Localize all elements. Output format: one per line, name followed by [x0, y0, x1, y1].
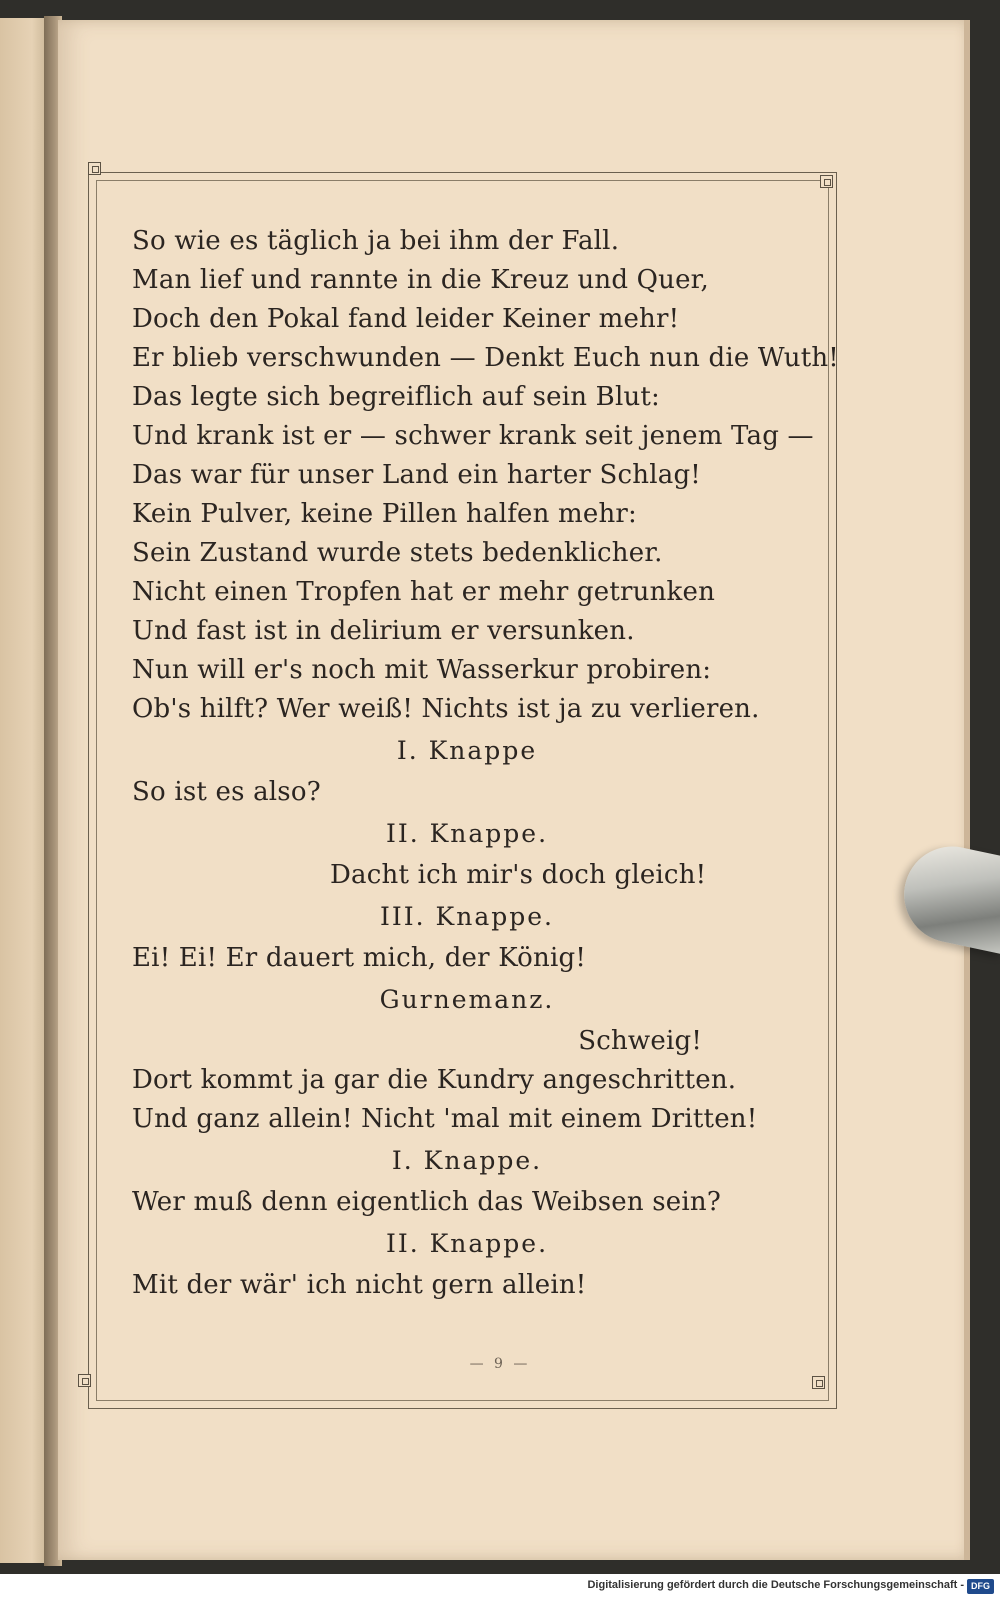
page-number: — 9 — [469, 1356, 531, 1372]
frame-corner-ornament [820, 175, 833, 188]
frame-corner-ornament [88, 162, 101, 175]
dialogue-line: Wer muß denn eigentlich das Weibsen sein? [132, 1187, 721, 1217]
verse-line: Ob's hilft? Wer weiß! Nichts ist ja zu verlieren. [132, 694, 760, 724]
verse-line: Man lief und rannte in die Kreuz und Quer, [132, 265, 709, 295]
speaker-name: II. Knappe. [385, 1229, 549, 1258]
verse-line: Und fast ist in delirium er versunken. [132, 616, 635, 646]
verse-line: So wie es täglich ja bei ihm der Fall. [132, 226, 620, 256]
verse-line: Das war für unser Land ein harter Schlag! [132, 460, 701, 490]
dialogue-line: Dort kommt ja gar die Kundry angeschritten. [132, 1065, 737, 1095]
funding-credit: Digitalisierung gefördert durch die Deutsche Forschungsgemeinschaft - [587, 1579, 964, 1591]
dfg-logo-icon: DFG [967, 1579, 994, 1594]
dialogue-line: Ei! Ei! Er dauert mich, der König! [132, 943, 586, 973]
verse-line: Und krank ist er — schwer krank seit jenem Tag — [132, 421, 814, 451]
speaker-name: II. Knappe. [385, 819, 549, 848]
verse-line: Er blieb verschwunden — Denkt Euch nun die Wuth! [132, 343, 839, 373]
frame-corner-ornament [78, 1374, 91, 1387]
dialogue-line: So ist es also? [132, 777, 321, 807]
dialogue-line: Dacht ich mir's doch gleich! [330, 860, 707, 890]
verse-line: Das legte sich begreiflich auf sein Blut: [132, 382, 661, 412]
verse-text [132, 222, 839, 1305]
verse-line: Sein Zustand wurde stets bedenklicher. [132, 538, 663, 568]
page-edge [964, 20, 970, 1560]
speaker-name: I. Knappe [396, 736, 538, 765]
speaker-name: III. Knappe. [380, 902, 554, 931]
speaker-name: Gurnemanz. [379, 985, 555, 1014]
verse-line: Nicht einen Tropfen hat er mehr getrunken [132, 577, 716, 607]
dialogue-line: Und ganz allein! Nicht 'mal mit einem Dritten! [132, 1104, 758, 1134]
verse-line: Nun will er's noch mit Wasserkur probiren: [132, 655, 712, 685]
verse-line: Doch den Pokal fand leider Keiner mehr! [132, 304, 680, 334]
verse-line: Kein Pulver, keine Pillen halfen mehr: [132, 499, 638, 529]
frame-corner-ornament [812, 1376, 825, 1389]
digitization-footer [0, 1574, 1000, 1600]
dialogue-line: Mit der wär' ich nicht gern allein! [132, 1270, 587, 1300]
dialogue-line: Schweig! [578, 1026, 702, 1056]
speaker-name: I. Knappe. [391, 1146, 543, 1175]
